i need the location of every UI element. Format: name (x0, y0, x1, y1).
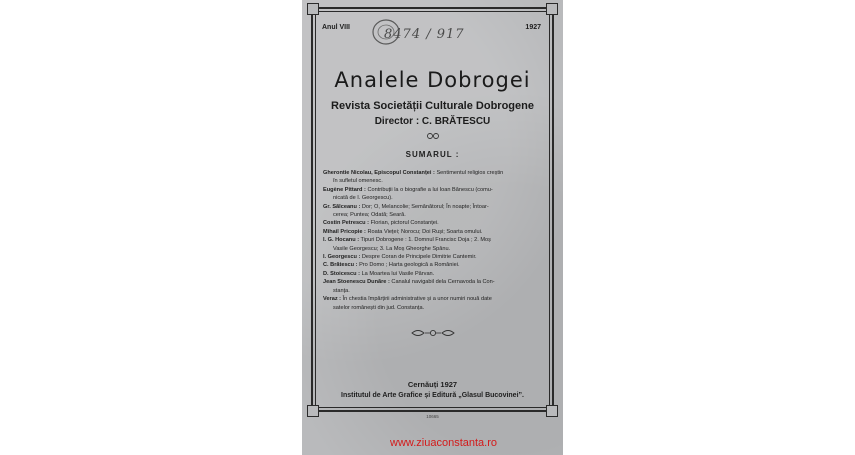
toc-title: Despre Coran de Principele Dimitrie Cantemir. (361, 254, 477, 261)
toc-author: Jean Stoenescu Dunăre : (323, 279, 390, 286)
toc-author: I. G. Hocanu : (323, 237, 360, 244)
toc-title: La Moartea lui Vasile Pârvan. (361, 270, 435, 277)
shelf-mark: 8474 / 917 (384, 27, 465, 42)
toc-author: C. Brătescu : (323, 262, 358, 269)
source-link[interactable]: www.ziuaconstanta.ro (390, 437, 497, 449)
toc-title-continued: nicată de I. Georgescu). (333, 195, 393, 202)
toc-title: Tipuri Dobrogene : 1. Domnul Francisc Doja ; 2. Moș (360, 237, 491, 244)
toc-author: Costin Petrescu : (323, 220, 370, 227)
toc-title-continued: Vasile Georgescu; 3. La Moș Gheorghe Spânu. (333, 245, 451, 252)
toc-entry (323, 203, 549, 220)
toc-title: Canalul navigabil dela Cernavoda la Con- (391, 279, 495, 286)
toc-entry (323, 169, 549, 186)
toc-author: Gherontie Nicolau, Episcopul Constanței : (323, 170, 435, 176)
toc-title: Contribuții la o biografie a lui Ioan Bănescu (comu- (367, 186, 493, 193)
toc-author: Gr. Sălceanu : (323, 203, 361, 210)
journal-title: Analele Dobrogei (334, 68, 531, 92)
ornament-icon (410, 328, 456, 338)
toc-author: Veraz : (323, 296, 342, 303)
toc-author: Mihail Pricopie : (323, 228, 366, 235)
toc-title-continued: satelor românești din jud. Constanța. (333, 304, 425, 311)
imprint-printer: Institutul de Arte Grafice și Editură „Glasul Bucovinei”. (341, 392, 524, 399)
journal-subtitle: Revista Societății Culturale Dobrogene (331, 100, 534, 112)
year-label: 1927 (525, 24, 541, 31)
volume-label: Anul VIII (322, 24, 350, 31)
toc-entry (323, 270, 549, 278)
border-corner (546, 3, 558, 15)
toc-title-continued: cerea; Puntea; Odată; Seară. (333, 212, 406, 219)
toc-title-continued: în sufletul omenesc. (333, 178, 383, 185)
director-line: Director : C. BRĂTESCU (374, 116, 491, 127)
toc-entry (323, 228, 549, 236)
print-number: 10665 (426, 414, 439, 419)
toc-entry (323, 219, 549, 227)
imprint-city: Cernăuți 1927 (407, 380, 458, 389)
toc-title: Roata Vieței; Norocu; Doi Ruși; Soarta omului. (367, 228, 483, 235)
toc-author: Eugène Pittard : (323, 186, 366, 193)
toc-entry (323, 295, 549, 312)
toc-title: Dor; O, Melancolie; Semănătorul; În noapte; Întoar- (361, 203, 489, 210)
scanned-cover (302, 0, 563, 455)
table-of-contents (323, 169, 549, 312)
toc-entry (323, 261, 549, 269)
ornament-icon (426, 132, 440, 140)
contents-heading: SUMARUL : (405, 150, 460, 159)
toc-title: Pro Domo ; Harta geologică a României. (359, 262, 460, 269)
toc-title: În chestia împărțirii administrative și a unor numiri nouă date (342, 296, 492, 303)
border-corner (307, 3, 319, 15)
toc-title: Sentimentul religios creștin (436, 170, 504, 176)
toc-entry (323, 278, 549, 295)
toc-entry (323, 253, 549, 261)
toc-title: Florian, pictorul Constanței. (370, 220, 439, 227)
toc-author: D. Stoicescu : (323, 270, 360, 277)
toc-title-continued: stanța. (333, 287, 350, 294)
toc-author: I. Georgescu : (323, 254, 361, 261)
toc-entry (323, 236, 549, 253)
toc-entry (323, 186, 549, 203)
